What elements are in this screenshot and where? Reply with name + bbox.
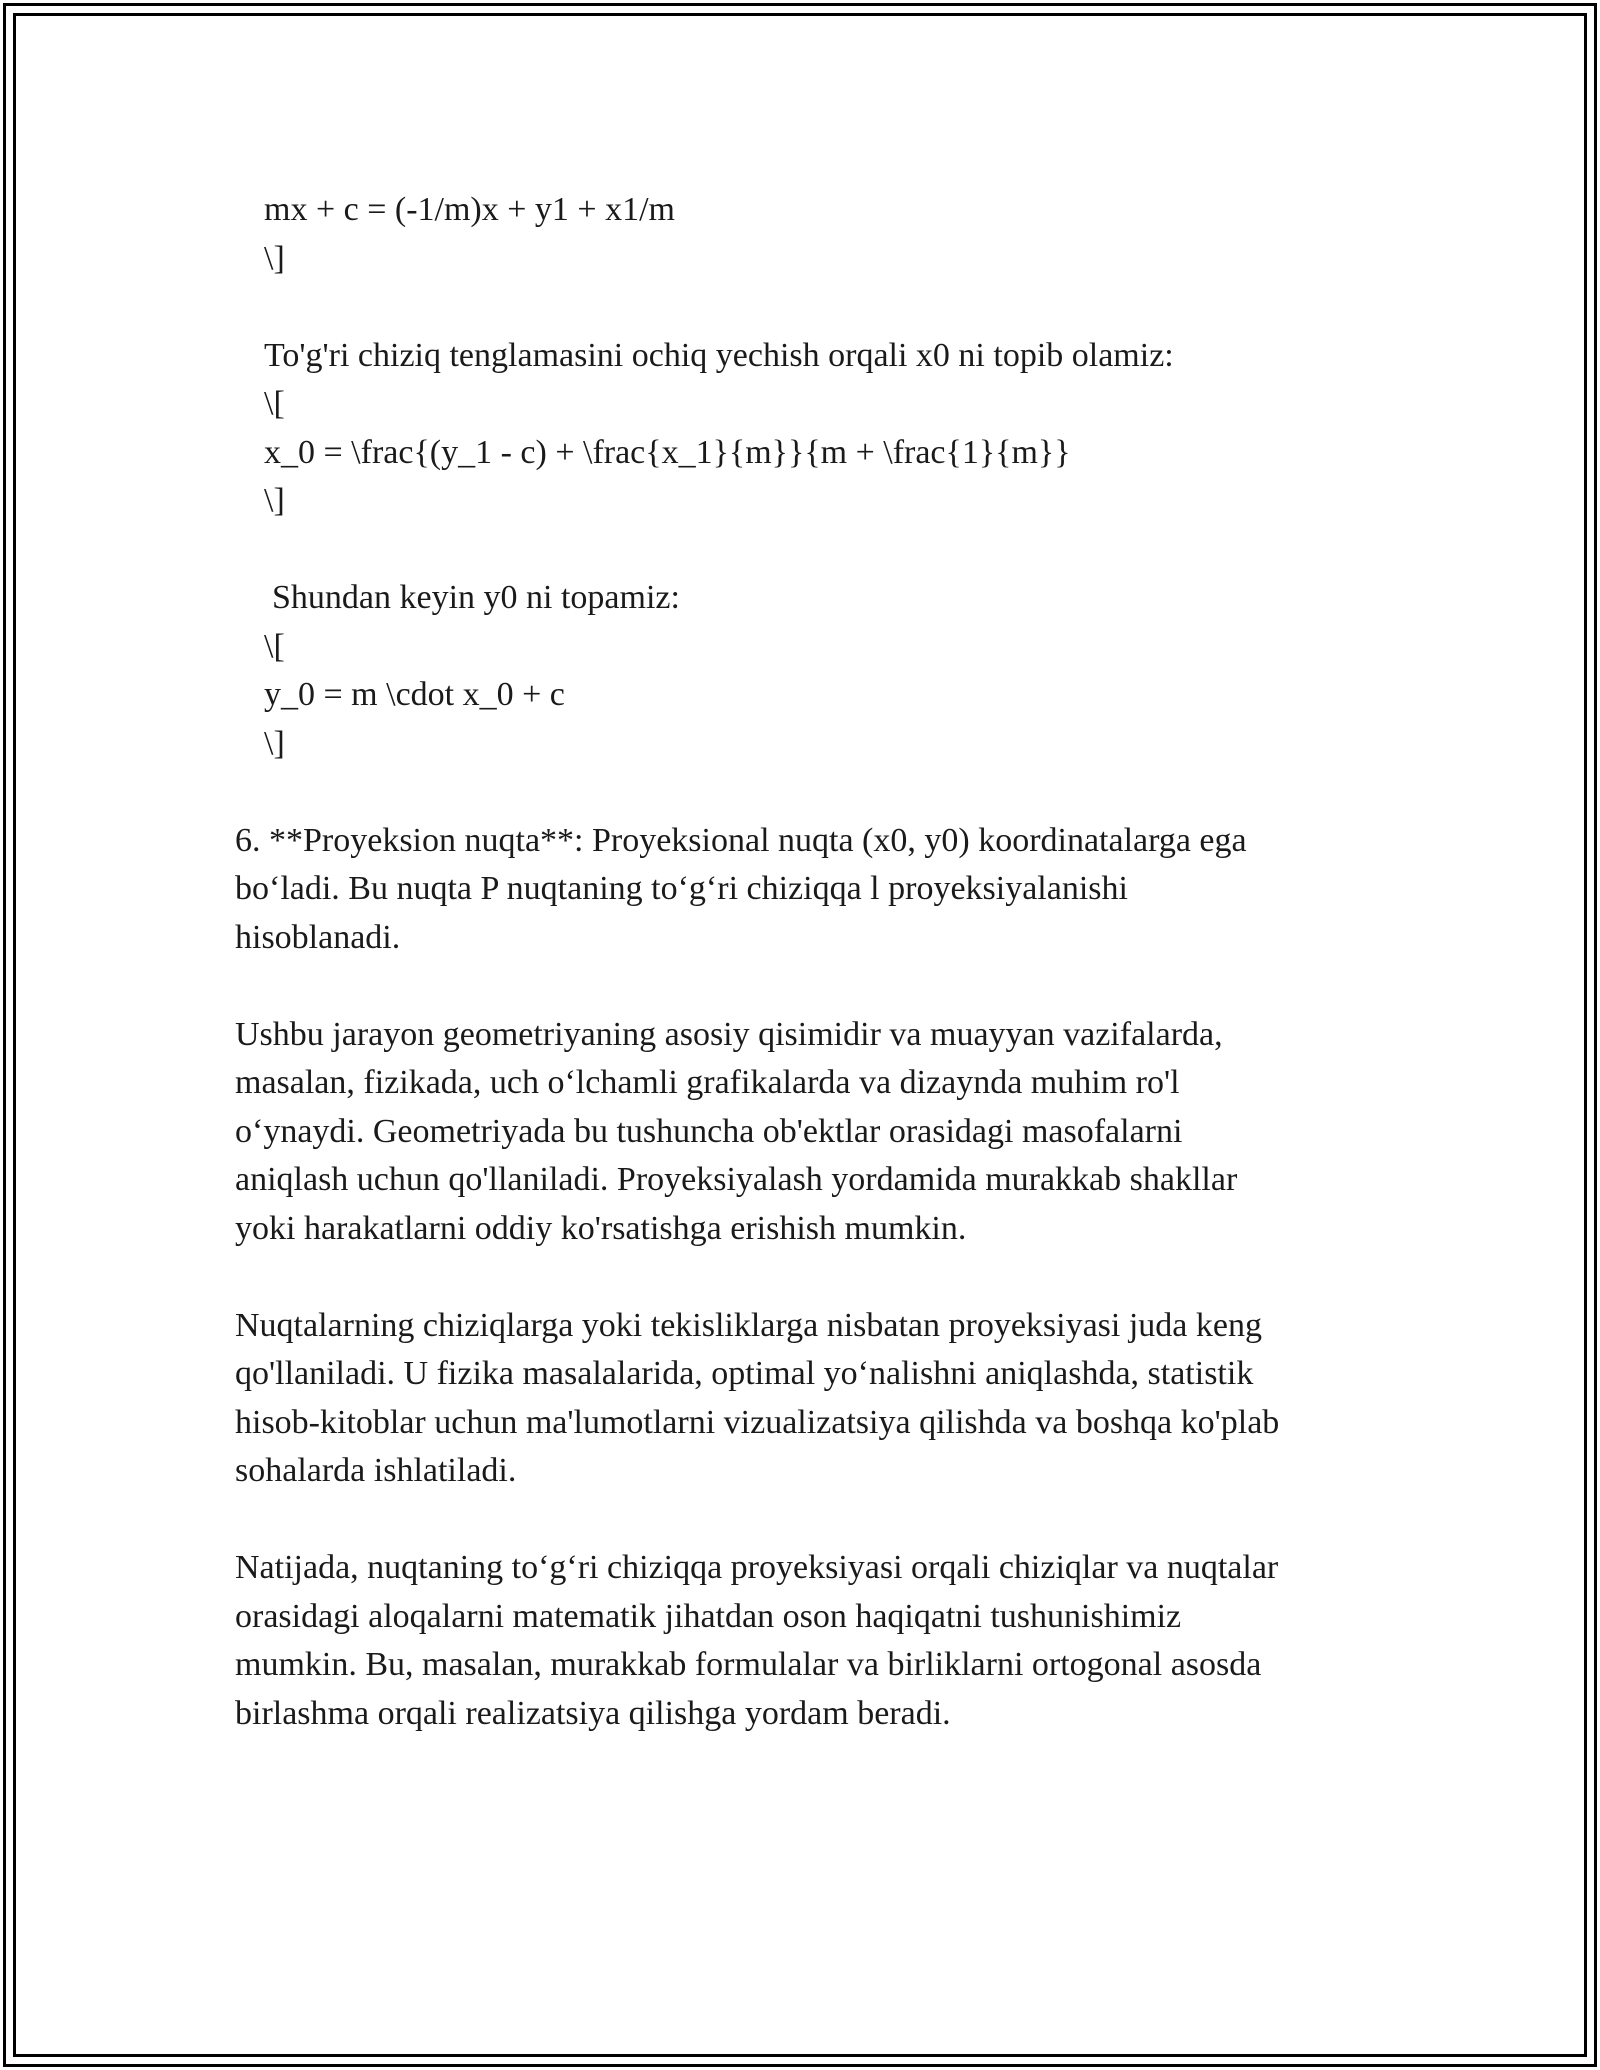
paragraph-line: Natijada, nuqtaning to‘g‘ri chiziqqa proyeksiyasi orqali chiziqlar va nuqtalar	[235, 1549, 1279, 1586]
paragraph-applications	[235, 1302, 1375, 1496]
paragraph-geometry-process	[235, 1011, 1375, 1254]
paragraph-line: birlashma orqali realizatsiya qilishga yordam beradi.	[235, 1694, 951, 1732]
paragraph-line: hisob-kitoblar uchun ma'lumotlarni vizualizatsiya qilishda va boshqa ko'plab	[235, 1403, 1280, 1441]
spacer	[235, 1253, 1375, 1302]
paragraph-line: Nuqtalarning chiziqlarga yoki tekisliklarga nisbatan proyeksiyasi juda keng	[235, 1306, 1262, 1344]
equation-line: mx + c = (-1/m)x + y1 + x1/m	[264, 191, 675, 228]
x0-formula: x_0 = \frac{(y_1 - c) + \frac{x_1}{m}}{m + \frac{1}{m}}	[264, 433, 1071, 471]
paragraph-line: qo'llaniladi. U fizika masalalarida, optimal yo‘nalishni aniqlashda, statistik	[235, 1355, 1254, 1392]
paragraph-conclusion	[235, 1544, 1375, 1738]
y0-formula: y_0 = m \cdot x_0 + c	[264, 676, 565, 713]
paragraph-line: hisoblanadi.	[235, 918, 401, 956]
latex-close-bracket: \]	[264, 482, 285, 519]
spacer	[235, 283, 1375, 332]
spacer	[235, 1496, 1375, 1545]
paragraph-line: orasidagi aloqalarni matematik jihatdan oson haqiqatni tushunishimiz	[235, 1597, 1182, 1635]
paragraph-line: mumkin. Bu, masalan, murakkab formulalar va birliklarni ortogonal asosda	[235, 1646, 1262, 1683]
equation-block-x0	[235, 332, 1375, 526]
latex-open-bracket: \[	[264, 385, 285, 422]
spacer	[235, 526, 1375, 575]
equation-block-1	[235, 186, 1375, 283]
latex-close-bracket: \]	[264, 724, 285, 762]
paragraph-line: aniqlash uchun qo'llaniladi. Proyeksiyalash yordamida murakkab shakllar	[235, 1161, 1238, 1198]
y0-intro-text: Shundan keyin y0 ni topamiz:	[272, 579, 680, 616]
paragraph-line: masalan, fizikada, uch o‘lchamli grafikalarda va dizaynda muhim ro'l	[235, 1064, 1180, 1101]
paragraph-line: sohalarda ishlatiladi.	[235, 1452, 517, 1489]
paragraph-line: o‘ynaydi. Geometriyada bu tushuncha ob'ektlar orasidagi masofalarni	[235, 1112, 1183, 1150]
paragraph-line: Ushbu jarayon geometriyaning asosiy qisimidir va muayyan vazifalarda,	[235, 1015, 1223, 1053]
spacer	[235, 768, 1375, 817]
paragraph-line: 6. **Proyeksion nuqta**: Proyeksional nuqta (x0, y0) koordinatalarga ega	[235, 821, 1247, 859]
paragraph-line: yoki harakatlarni oddiy ko'rsatishga erishish mumkin.	[235, 1209, 967, 1247]
latex-close-bracket: \]	[264, 239, 285, 277]
document-body	[235, 186, 1375, 1738]
spacer	[235, 962, 1375, 1011]
paragraph-line: bo‘ladi. Bu nuqta P nuqtaning to‘g‘ri chiziqqa l proyeksiyalanishi	[235, 870, 1128, 907]
list-item-6-projection-point	[235, 817, 1375, 963]
equation-block-y0	[235, 574, 1375, 768]
x0-intro-text: To'g'ri chiziq tenglamasini ochiq yechish orqali x0 ni topib olamiz:	[264, 336, 1174, 374]
latex-open-bracket: \[	[264, 627, 285, 665]
